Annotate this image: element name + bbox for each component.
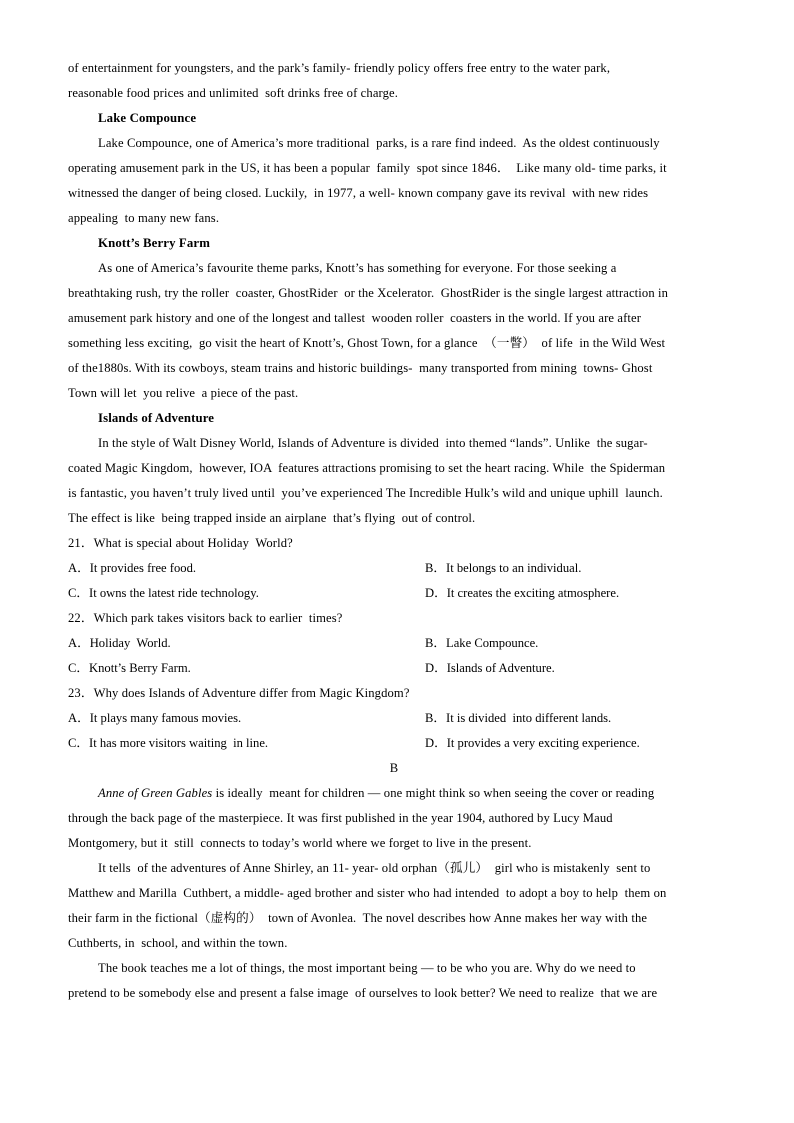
option-label: C． [68,661,89,675]
option-a[interactable] [68,631,425,656]
option-row [68,631,720,656]
option-text: It plays many famous movies. [89,711,242,725]
question-stem-text: Which park takes visitors back to earlier times? [93,611,343,625]
passage-a-continued [68,56,720,106]
option-text: It is divided into different lands. [446,711,612,725]
option-text: Islands of Adventure. [446,661,555,675]
section-heading: Islands of Adventure [98,411,215,425]
option-label: D． [425,661,447,675]
passage-line-text: is ideally meant for children — one might think so when seeing the cover or reading [212,786,655,800]
option-text: Lake Compounce. [446,636,539,650]
option-row [68,731,720,756]
passage-line: is fantastic, you haven’t truly lived until you’ve experienced The Incredible Hulk’s wild and unique uphill launch. [68,486,663,500]
passage-line: As one of America’s favourite theme parks, Knott’s has something for everyone. For those seeking a [98,261,617,275]
option-label: B． [425,561,446,575]
option-text: Holiday World. [89,636,171,650]
option-a[interactable] [68,556,425,581]
option-text: Knott’s Berry Farm. [89,661,191,675]
passage-line: something less exciting, go visit the heart of Knott’s, Ghost Town, for a glance （一瞥） of life in the Wild West [68,336,666,350]
passage-line: Lake Compounce, one of America’s more traditional parks, is a rare find indeed. As the oldest continuously [98,136,660,150]
book-title: Anne of Green Gables [98,786,213,800]
passage-line: The book teaches me a lot of things, the most important being — to be who you are. Why do we need to [98,961,636,975]
option-label: A． [68,636,90,650]
question-number: 22． [68,611,94,625]
option-text: It provides free food. [89,561,197,575]
passage-line: It tells of the adventures of Anne Shirley, an 11- year- old orphan（孤儿） girl who is mistakenly sent to [98,861,651,875]
option-d[interactable] [425,656,720,681]
option-d[interactable] [425,581,720,606]
passage-line: operating amusement park in the US, it has been a popular family spot since 1846． Like many old- time parks, it [68,161,667,175]
option-label: C． [68,736,89,750]
section-lake-compounce [68,106,720,231]
question-stem-text: What is special about Holiday World? [93,536,293,550]
passage-line: amusement park history and one of the longest and tallest wooden roller coasters in the world. If you are after [68,311,642,325]
option-text: It owns the latest ride technology. [89,586,259,600]
option-b[interactable] [425,556,720,581]
question-21 [68,531,720,606]
section-heading: Knott’s Berry Farm [98,236,210,250]
passage-line: of entertainment for youngsters, and the park’s family- friendly policy offers free entry to the water park, [68,61,611,75]
option-text: It has more visitors waiting in line. [89,736,269,750]
passage-line: through the back page of the masterpiece. It was first published in the year 1904, authored by Lucy Maud [68,811,613,825]
option-d[interactable] [425,731,720,756]
passage-line: of the1880s. With its cowboys, steam trains and historic buildings- many transported from mining towns- Ghost [68,361,653,375]
option-c[interactable] [68,581,425,606]
question-23 [68,681,720,756]
option-row [68,656,720,681]
passage-b-paragraph-1 [68,781,720,856]
passage-line: appealing to many new fans. [68,211,220,225]
question-stem [68,606,720,631]
question-stem [68,531,720,556]
option-b[interactable] [425,706,720,731]
passage-line: pretend to be somebody else and present a false image of ourselves to look better? We need to realize that we are [68,986,658,1000]
passage-line: Cuthberts, in school, and within the town. [68,936,288,950]
option-a[interactable] [68,706,425,731]
question-number: 21． [68,536,94,550]
passage-b-paragraph-2 [68,856,720,956]
passage-line: Montgomery, but it still connects to today’s world where we forget to live in the present. [68,836,532,850]
option-label: D． [425,586,447,600]
option-c[interactable] [68,656,425,681]
passage-line: witnessed the danger of being closed. Luckily, in 1977, a well- known company gave its revival with new rides [68,186,649,200]
question-stem-text: Why does Islands of Adventure differ from Magic Kingdom? [93,686,410,700]
option-row [68,706,720,731]
passage-line: reasonable food prices and unlimited soft drinks free of charge. [68,86,399,100]
question-stem [68,681,720,706]
section-knotts-berry-farm [68,231,720,406]
option-label: A． [68,561,90,575]
passage-line: Town will let you relive a piece of the past. [68,386,299,400]
option-row [68,556,720,581]
page-content [68,56,720,1006]
option-b[interactable] [425,631,720,656]
passage-line: In the style of Walt Disney World, Islands of Adventure is divided into themed “lands”. Unlike the sugar- [98,436,648,450]
passage-b-paragraph-3 [68,956,720,1006]
passage-line [68,781,720,806]
option-label: D． [425,736,447,750]
question-22 [68,606,720,681]
passage-line: breathtaking rush, try the roller coaster, GhostRider or the Xcelerator. GhostRider is the single largest attraction in [68,286,669,300]
option-label: A． [68,711,90,725]
passage-line: coated Magic Kingdom, however, IOA features attractions promising to set the heart racing. While the Spiderman [68,461,666,475]
option-text: It creates the exciting atmosphere. [446,586,620,600]
passage-line: Matthew and Marilla Cuthbert, a middle- aged brother and sister who had intended to adopt a boy to help them on [68,886,667,900]
option-text: It belongs to an individual. [446,561,582,575]
section-islands-of-adventure [68,406,720,531]
section-heading: Lake Compounce [98,111,197,125]
passage-line: their farm in the fictional（虚构的） town of Avonlea. The novel describes how Anne makes her way with the [68,911,648,925]
option-label: B． [425,636,446,650]
passage-line: The effect is like being trapped inside an airplane that’s flying out of control. [68,511,476,525]
option-c[interactable] [68,731,425,756]
option-row [68,581,720,606]
option-text: It provides a very exciting experience. [446,736,640,750]
passage-b-marker: B [389,761,399,775]
question-number: 23． [68,686,94,700]
option-label: B． [425,711,446,725]
option-label: C． [68,586,89,600]
